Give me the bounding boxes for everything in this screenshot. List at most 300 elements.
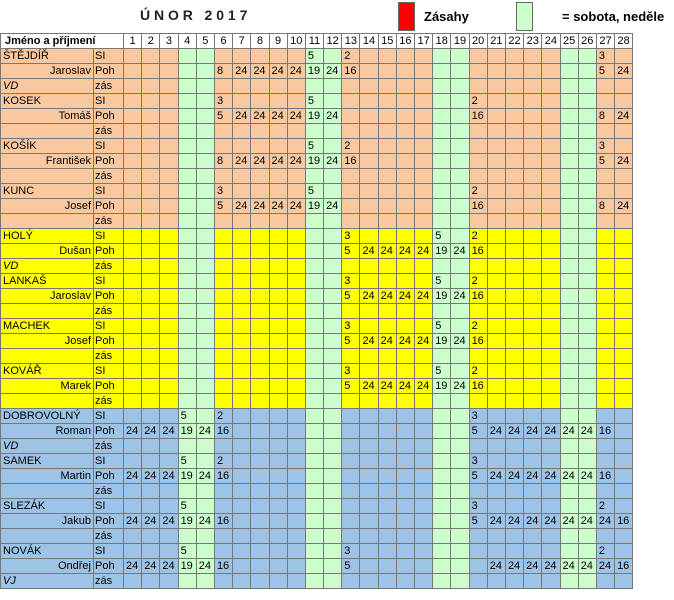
schedule-cell[interactable] (524, 259, 542, 274)
schedule-cell[interactable] (578, 184, 596, 199)
schedule-cell[interactable] (560, 214, 578, 229)
schedule-cell[interactable] (451, 439, 469, 454)
schedule-cell[interactable] (560, 79, 578, 94)
schedule-cell[interactable] (233, 514, 251, 529)
schedule-cell[interactable] (178, 139, 196, 154)
schedule-cell[interactable]: 5 (214, 199, 232, 214)
schedule-cell[interactable] (524, 529, 542, 544)
schedule-cell[interactable]: 19 (433, 244, 451, 259)
schedule-cell[interactable] (196, 364, 214, 379)
schedule-cell[interactable]: 5 (305, 139, 323, 154)
schedule-cell[interactable] (396, 529, 414, 544)
schedule-cell[interactable] (360, 109, 378, 124)
schedule-cell[interactable] (287, 349, 305, 364)
schedule-cell[interactable] (524, 574, 542, 589)
schedule-cell[interactable] (305, 289, 323, 304)
schedule-cell[interactable]: 2 (596, 499, 614, 514)
schedule-cell[interactable] (305, 574, 323, 589)
schedule-cell[interactable] (142, 499, 160, 514)
schedule-cell[interactable]: 24 (378, 379, 396, 394)
schedule-cell[interactable]: 19 (305, 154, 323, 169)
schedule-cell[interactable] (269, 169, 287, 184)
schedule-cell[interactable] (378, 199, 396, 214)
schedule-cell[interactable] (142, 184, 160, 199)
schedule-cell[interactable] (415, 199, 433, 214)
schedule-cell[interactable] (469, 529, 487, 544)
schedule-cell[interactable] (542, 334, 560, 349)
schedule-cell[interactable] (196, 439, 214, 454)
schedule-cell[interactable]: 19 (305, 64, 323, 79)
schedule-cell[interactable] (196, 229, 214, 244)
schedule-cell[interactable] (305, 349, 323, 364)
schedule-cell[interactable] (269, 499, 287, 514)
schedule-cell[interactable] (142, 154, 160, 169)
schedule-cell[interactable] (469, 169, 487, 184)
schedule-cell[interactable] (505, 574, 523, 589)
schedule-cell[interactable] (415, 469, 433, 484)
schedule-cell[interactable] (160, 319, 178, 334)
schedule-cell[interactable] (287, 244, 305, 259)
schedule-cell[interactable] (160, 409, 178, 424)
schedule-cell[interactable] (251, 529, 269, 544)
schedule-cell[interactable] (578, 154, 596, 169)
schedule-cell[interactable] (342, 574, 360, 589)
schedule-cell[interactable] (396, 484, 414, 499)
schedule-cell[interactable] (487, 409, 505, 424)
schedule-cell[interactable] (596, 364, 614, 379)
schedule-cell[interactable] (196, 259, 214, 274)
schedule-cell[interactable] (196, 64, 214, 79)
schedule-cell[interactable] (396, 319, 414, 334)
schedule-cell[interactable] (415, 304, 433, 319)
schedule-cell[interactable] (251, 559, 269, 574)
schedule-cell[interactable] (233, 184, 251, 199)
schedule-cell[interactable] (269, 124, 287, 139)
schedule-cell[interactable]: 24 (487, 424, 505, 439)
schedule-cell[interactable] (596, 574, 614, 589)
schedule-cell[interactable] (487, 529, 505, 544)
schedule-cell[interactable] (160, 349, 178, 364)
schedule-cell[interactable] (615, 169, 633, 184)
schedule-cell[interactable] (142, 49, 160, 64)
schedule-cell[interactable] (596, 244, 614, 259)
schedule-cell[interactable] (324, 304, 342, 319)
schedule-cell[interactable] (487, 184, 505, 199)
schedule-cell[interactable] (415, 49, 433, 64)
schedule-cell[interactable] (342, 484, 360, 499)
schedule-cell[interactable] (360, 184, 378, 199)
schedule-cell[interactable] (160, 109, 178, 124)
schedule-cell[interactable] (251, 334, 269, 349)
schedule-cell[interactable] (287, 79, 305, 94)
schedule-cell[interactable] (433, 109, 451, 124)
schedule-cell[interactable] (505, 169, 523, 184)
schedule-cell[interactable] (578, 214, 596, 229)
schedule-cell[interactable] (378, 469, 396, 484)
schedule-cell[interactable] (214, 319, 232, 334)
schedule-cell[interactable] (487, 334, 505, 349)
schedule-cell[interactable]: 2 (469, 364, 487, 379)
schedule-cell[interactable] (233, 214, 251, 229)
schedule-cell[interactable] (160, 379, 178, 394)
schedule-cell[interactable] (251, 244, 269, 259)
schedule-cell[interactable] (196, 454, 214, 469)
schedule-cell[interactable]: 3 (469, 499, 487, 514)
schedule-cell[interactable] (578, 274, 596, 289)
schedule-cell[interactable] (451, 514, 469, 529)
schedule-cell[interactable] (596, 454, 614, 469)
schedule-cell[interactable] (287, 424, 305, 439)
schedule-cell[interactable] (578, 454, 596, 469)
schedule-cell[interactable] (578, 529, 596, 544)
schedule-cell[interactable] (124, 364, 142, 379)
schedule-cell[interactable]: 24 (578, 514, 596, 529)
schedule-cell[interactable] (269, 289, 287, 304)
schedule-cell[interactable] (505, 319, 523, 334)
schedule-cell[interactable] (360, 154, 378, 169)
schedule-cell[interactable]: 24 (360, 289, 378, 304)
schedule-cell[interactable] (487, 544, 505, 559)
schedule-cell[interactable] (415, 484, 433, 499)
schedule-cell[interactable] (524, 139, 542, 154)
schedule-cell[interactable] (124, 139, 142, 154)
schedule-cell[interactable] (396, 214, 414, 229)
schedule-cell[interactable] (433, 574, 451, 589)
schedule-cell[interactable]: 5 (469, 514, 487, 529)
schedule-cell[interactable]: 24 (360, 244, 378, 259)
schedule-cell[interactable] (542, 124, 560, 139)
schedule-cell[interactable] (560, 364, 578, 379)
schedule-cell[interactable] (360, 259, 378, 274)
schedule-cell[interactable] (251, 49, 269, 64)
schedule-cell[interactable] (433, 409, 451, 424)
schedule-cell[interactable] (487, 304, 505, 319)
schedule-cell[interactable] (433, 79, 451, 94)
schedule-cell[interactable]: 24 (396, 244, 414, 259)
schedule-cell[interactable] (542, 484, 560, 499)
schedule-cell[interactable] (451, 199, 469, 214)
schedule-cell[interactable] (505, 184, 523, 199)
schedule-cell[interactable] (324, 214, 342, 229)
schedule-cell[interactable] (287, 469, 305, 484)
schedule-cell[interactable] (396, 439, 414, 454)
schedule-cell[interactable] (160, 304, 178, 319)
schedule-cell[interactable] (505, 259, 523, 274)
schedule-cell[interactable] (142, 139, 160, 154)
schedule-cell[interactable] (433, 49, 451, 64)
schedule-cell[interactable]: 19 (178, 469, 196, 484)
schedule-cell[interactable] (178, 259, 196, 274)
schedule-cell[interactable]: 5 (178, 454, 196, 469)
schedule-cell[interactable] (596, 439, 614, 454)
schedule-cell[interactable] (360, 424, 378, 439)
schedule-cell[interactable] (142, 214, 160, 229)
schedule-cell[interactable] (287, 544, 305, 559)
schedule-cell[interactable] (560, 49, 578, 64)
schedule-cell[interactable] (596, 379, 614, 394)
schedule-cell[interactable] (542, 319, 560, 334)
schedule-cell[interactable] (287, 394, 305, 409)
schedule-cell[interactable] (378, 154, 396, 169)
schedule-cell[interactable] (178, 124, 196, 139)
schedule-cell[interactable] (560, 199, 578, 214)
schedule-cell[interactable] (269, 424, 287, 439)
schedule-cell[interactable] (451, 394, 469, 409)
schedule-cell[interactable] (324, 184, 342, 199)
schedule-cell[interactable] (360, 49, 378, 64)
schedule-cell[interactable] (487, 484, 505, 499)
schedule-cell[interactable] (233, 439, 251, 454)
schedule-cell[interactable] (287, 364, 305, 379)
schedule-cell[interactable] (415, 574, 433, 589)
schedule-cell[interactable] (542, 94, 560, 109)
schedule-cell[interactable]: 24 (324, 199, 342, 214)
schedule-cell[interactable]: 5 (342, 289, 360, 304)
schedule-cell[interactable]: 24 (560, 559, 578, 574)
schedule-cell[interactable] (251, 484, 269, 499)
schedule-cell[interactable] (360, 304, 378, 319)
schedule-cell[interactable] (342, 454, 360, 469)
schedule-cell[interactable]: 24 (287, 64, 305, 79)
schedule-cell[interactable] (178, 229, 196, 244)
schedule-cell[interactable] (560, 64, 578, 79)
schedule-cell[interactable] (433, 454, 451, 469)
schedule-cell[interactable] (324, 319, 342, 334)
schedule-cell[interactable] (287, 139, 305, 154)
schedule-cell[interactable] (160, 544, 178, 559)
schedule-cell[interactable] (433, 394, 451, 409)
schedule-cell[interactable] (469, 259, 487, 274)
schedule-cell[interactable] (378, 439, 396, 454)
schedule-cell[interactable] (560, 574, 578, 589)
schedule-cell[interactable]: 24 (196, 469, 214, 484)
schedule-cell[interactable] (124, 94, 142, 109)
schedule-cell[interactable] (360, 499, 378, 514)
schedule-cell[interactable] (269, 364, 287, 379)
schedule-cell[interactable] (124, 199, 142, 214)
schedule-cell[interactable] (396, 49, 414, 64)
schedule-cell[interactable] (360, 139, 378, 154)
schedule-cell[interactable]: 16 (214, 559, 232, 574)
schedule-cell[interactable]: 24 (542, 514, 560, 529)
schedule-cell[interactable] (214, 169, 232, 184)
schedule-cell[interactable]: 5 (596, 154, 614, 169)
schedule-cell[interactable] (542, 499, 560, 514)
schedule-cell[interactable] (560, 439, 578, 454)
schedule-cell[interactable]: 24 (142, 424, 160, 439)
schedule-cell[interactable] (124, 169, 142, 184)
schedule-cell[interactable] (305, 484, 323, 499)
schedule-cell[interactable] (124, 499, 142, 514)
schedule-cell[interactable]: 16 (342, 154, 360, 169)
schedule-cell[interactable] (305, 439, 323, 454)
schedule-cell[interactable] (269, 559, 287, 574)
schedule-cell[interactable] (615, 319, 633, 334)
schedule-cell[interactable] (124, 79, 142, 94)
schedule-cell[interactable] (342, 259, 360, 274)
schedule-cell[interactable] (451, 169, 469, 184)
schedule-cell[interactable] (124, 64, 142, 79)
schedule-cell[interactable] (378, 274, 396, 289)
schedule-cell[interactable] (342, 499, 360, 514)
schedule-cell[interactable]: 24 (396, 334, 414, 349)
schedule-cell[interactable] (524, 484, 542, 499)
schedule-cell[interactable] (214, 574, 232, 589)
schedule-cell[interactable] (487, 139, 505, 154)
schedule-cell[interactable] (269, 379, 287, 394)
schedule-cell[interactable] (378, 529, 396, 544)
schedule-cell[interactable] (415, 424, 433, 439)
schedule-cell[interactable] (415, 259, 433, 274)
schedule-cell[interactable] (269, 409, 287, 424)
schedule-cell[interactable]: 24 (233, 109, 251, 124)
schedule-cell[interactable] (360, 274, 378, 289)
schedule-cell[interactable] (451, 64, 469, 79)
schedule-cell[interactable] (524, 319, 542, 334)
schedule-cell[interactable] (396, 184, 414, 199)
schedule-cell[interactable]: 5 (433, 274, 451, 289)
schedule-cell[interactable] (233, 274, 251, 289)
schedule-cell[interactable] (305, 364, 323, 379)
schedule-cell[interactable] (596, 214, 614, 229)
schedule-cell[interactable] (578, 199, 596, 214)
schedule-cell[interactable] (251, 349, 269, 364)
schedule-cell[interactable] (396, 574, 414, 589)
schedule-cell[interactable] (233, 304, 251, 319)
schedule-cell[interactable]: 24 (615, 199, 633, 214)
schedule-cell[interactable]: 24 (269, 109, 287, 124)
schedule-cell[interactable] (142, 484, 160, 499)
schedule-cell[interactable] (433, 139, 451, 154)
schedule-cell[interactable] (578, 544, 596, 559)
schedule-cell[interactable] (160, 274, 178, 289)
schedule-cell[interactable] (124, 379, 142, 394)
schedule-cell[interactable] (251, 94, 269, 109)
schedule-cell[interactable] (196, 319, 214, 334)
schedule-cell[interactable] (396, 424, 414, 439)
schedule-cell[interactable]: 2 (469, 229, 487, 244)
schedule-cell[interactable] (233, 94, 251, 109)
schedule-cell[interactable] (451, 424, 469, 439)
schedule-cell[interactable] (269, 394, 287, 409)
schedule-cell[interactable] (178, 169, 196, 184)
schedule-cell[interactable] (378, 484, 396, 499)
schedule-cell[interactable]: 24 (505, 559, 523, 574)
schedule-cell[interactable] (251, 499, 269, 514)
schedule-cell[interactable]: 24 (542, 469, 560, 484)
schedule-cell[interactable]: 3 (342, 364, 360, 379)
schedule-cell[interactable] (505, 334, 523, 349)
schedule-cell[interactable] (342, 469, 360, 484)
schedule-cell[interactable] (505, 199, 523, 214)
schedule-cell[interactable]: 24 (251, 199, 269, 214)
schedule-cell[interactable] (469, 214, 487, 229)
schedule-cell[interactable] (505, 529, 523, 544)
schedule-cell[interactable] (469, 139, 487, 154)
schedule-cell[interactable] (196, 379, 214, 394)
schedule-cell[interactable] (251, 259, 269, 274)
schedule-cell[interactable] (542, 439, 560, 454)
schedule-cell[interactable] (433, 94, 451, 109)
schedule-cell[interactable] (596, 289, 614, 304)
schedule-cell[interactable] (214, 349, 232, 364)
schedule-cell[interactable] (269, 304, 287, 319)
schedule-cell[interactable] (378, 94, 396, 109)
schedule-cell[interactable] (433, 214, 451, 229)
schedule-cell[interactable] (178, 214, 196, 229)
schedule-cell[interactable]: 24 (324, 109, 342, 124)
schedule-cell[interactable] (396, 199, 414, 214)
schedule-cell[interactable] (124, 484, 142, 499)
schedule-cell[interactable] (487, 49, 505, 64)
schedule-cell[interactable]: 16 (469, 109, 487, 124)
schedule-cell[interactable] (596, 274, 614, 289)
schedule-cell[interactable] (451, 454, 469, 469)
schedule-cell[interactable] (542, 259, 560, 274)
schedule-cell[interactable] (233, 499, 251, 514)
schedule-cell[interactable] (142, 274, 160, 289)
schedule-cell[interactable] (269, 574, 287, 589)
schedule-cell[interactable] (160, 124, 178, 139)
schedule-cell[interactable] (160, 289, 178, 304)
schedule-cell[interactable] (487, 244, 505, 259)
schedule-cell[interactable] (378, 499, 396, 514)
schedule-cell[interactable] (178, 529, 196, 544)
schedule-cell[interactable] (196, 394, 214, 409)
schedule-cell[interactable]: 3 (342, 319, 360, 334)
schedule-cell[interactable] (342, 109, 360, 124)
schedule-cell[interactable] (251, 409, 269, 424)
schedule-cell[interactable] (469, 304, 487, 319)
schedule-cell[interactable] (560, 544, 578, 559)
schedule-cell[interactable] (124, 454, 142, 469)
schedule-cell[interactable]: 5 (305, 49, 323, 64)
schedule-cell[interactable] (451, 79, 469, 94)
schedule-cell[interactable] (505, 499, 523, 514)
schedule-cell[interactable] (142, 199, 160, 214)
schedule-cell[interactable] (360, 169, 378, 184)
schedule-cell[interactable] (415, 514, 433, 529)
schedule-cell[interactable]: 5 (342, 379, 360, 394)
schedule-cell[interactable] (287, 409, 305, 424)
schedule-cell[interactable] (142, 259, 160, 274)
schedule-cell[interactable] (542, 244, 560, 259)
schedule-cell[interactable]: 24 (287, 109, 305, 124)
schedule-cell[interactable] (542, 379, 560, 394)
schedule-cell[interactable] (378, 454, 396, 469)
schedule-cell[interactable] (433, 169, 451, 184)
schedule-cell[interactable] (324, 169, 342, 184)
schedule-cell[interactable] (251, 139, 269, 154)
schedule-cell[interactable] (305, 409, 323, 424)
schedule-cell[interactable] (560, 184, 578, 199)
schedule-cell[interactable]: 19 (178, 559, 196, 574)
schedule-cell[interactable] (542, 64, 560, 79)
schedule-cell[interactable] (124, 349, 142, 364)
schedule-cell[interactable]: 24 (124, 514, 142, 529)
schedule-cell[interactable] (124, 334, 142, 349)
schedule-cell[interactable]: 5 (178, 409, 196, 424)
schedule-cell[interactable] (287, 94, 305, 109)
schedule-cell[interactable] (160, 439, 178, 454)
schedule-cell[interactable] (196, 304, 214, 319)
schedule-cell[interactable] (578, 349, 596, 364)
schedule-cell[interactable] (124, 394, 142, 409)
schedule-cell[interactable]: 24 (524, 469, 542, 484)
schedule-cell[interactable] (615, 529, 633, 544)
schedule-cell[interactable] (469, 349, 487, 364)
schedule-cell[interactable] (560, 154, 578, 169)
